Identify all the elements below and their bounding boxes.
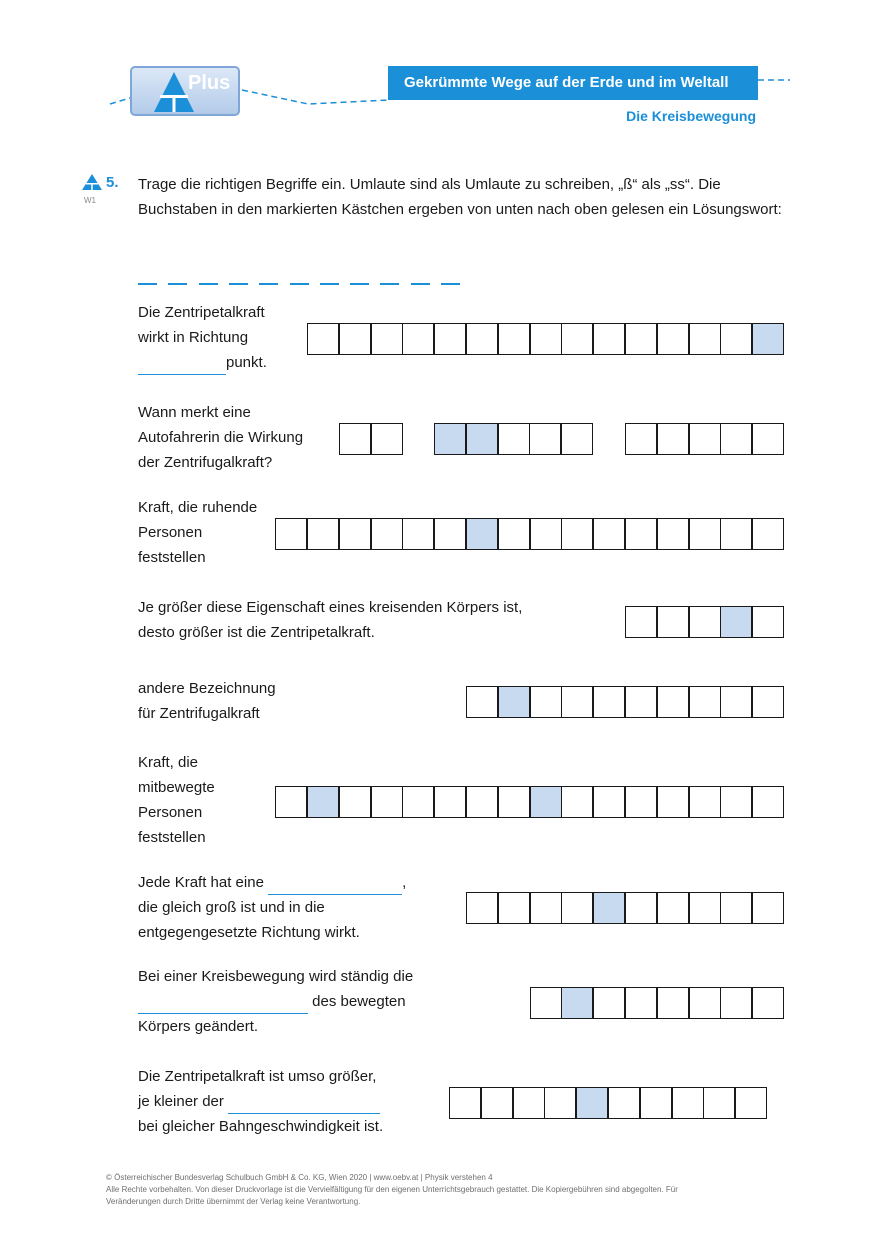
letter-box[interactable] — [689, 987, 721, 1019]
letter-box[interactable] — [625, 987, 657, 1019]
letter-box[interactable] — [402, 786, 434, 818]
letter-box[interactable] — [752, 606, 784, 638]
solution-letter-blank[interactable] — [350, 283, 369, 285]
letter-box[interactable] — [561, 686, 593, 718]
clue-2: Wann merkt eine Autofahrerin die Wirkung der Zentrifugalkraft? — [138, 404, 304, 471]
letter-box[interactable] — [720, 786, 752, 818]
letter-box[interactable] — [339, 786, 371, 818]
letter-box[interactable] — [625, 323, 657, 355]
letter-box[interactable] — [689, 606, 721, 638]
letter-box[interactable] — [371, 323, 403, 355]
letter-box[interactable] — [689, 323, 721, 355]
task-number: 5. — [106, 174, 119, 191]
letter-box[interactable] — [720, 892, 752, 924]
letter-box[interactable] — [498, 518, 530, 550]
letter-box[interactable] — [720, 518, 752, 550]
letter-box[interactable] — [307, 323, 339, 355]
letter-box[interactable] — [434, 323, 466, 355]
marked-letter-box[interactable] — [307, 786, 339, 818]
letter-box[interactable] — [561, 786, 593, 818]
solution-letter-blank[interactable] — [199, 283, 218, 285]
letter-box[interactable] — [640, 1087, 672, 1119]
letter-box[interactable] — [561, 518, 593, 550]
clue-9: Die Zentripetalkraft ist umso größer, je kleiner der bei gleicher Bahngeschwindigkeit ist. — [138, 1068, 384, 1135]
letter-box[interactable] — [672, 1087, 704, 1119]
letter-box[interactable] — [339, 423, 371, 455]
letter-box[interactable] — [530, 987, 562, 1019]
letter-box[interactable] — [561, 423, 593, 455]
letter-box[interactable] — [625, 892, 657, 924]
letter-box[interactable] — [720, 423, 752, 455]
letter-box[interactable] — [752, 686, 784, 718]
solution-letter-blank[interactable] — [259, 283, 278, 285]
letter-box[interactable] — [703, 1087, 735, 1119]
letter-box[interactable] — [544, 1087, 576, 1119]
letter-box[interactable] — [720, 686, 752, 718]
letter-box[interactable] — [593, 987, 625, 1019]
letter-box[interactable] — [657, 892, 689, 924]
letter-box[interactable] — [434, 518, 466, 550]
letter-box[interactable] — [689, 686, 721, 718]
marked-letter-box[interactable] — [466, 518, 498, 550]
level-triangle-icon — [82, 174, 102, 190]
letter-box[interactable] — [561, 892, 593, 924]
letter-box[interactable] — [513, 1087, 545, 1119]
letter-box[interactable] — [498, 892, 530, 924]
marked-letter-box[interactable] — [720, 606, 752, 638]
letter-box[interactable] — [720, 323, 752, 355]
clue-5: andere Bezeichnung für Zentrifugalkraft — [138, 680, 276, 722]
solution-letter-blank[interactable] — [290, 283, 309, 285]
clue-8: Bei einer Kreisbewegung wird ständig die des bewegten Körpers geändert. — [138, 968, 414, 1035]
letter-box[interactable] — [498, 323, 530, 355]
letter-box[interactable] — [498, 786, 530, 818]
clue-7: Jede Kraft hat eine , die gleich groß ist und in die entgegengesetzte Richtung wirkt. — [138, 874, 407, 941]
letter-box[interactable] — [466, 892, 498, 924]
letter-box[interactable] — [275, 518, 307, 550]
letter-box[interactable] — [593, 686, 625, 718]
marked-letter-box[interactable] — [530, 786, 562, 818]
answer-blank[interactable] — [268, 874, 402, 895]
logo-text: Plus — [188, 72, 231, 94]
letter-box[interactable] — [530, 323, 562, 355]
letter-box[interactable] — [481, 1087, 513, 1119]
answer-blank[interactable] — [228, 1093, 380, 1114]
letter-box[interactable] — [689, 892, 721, 924]
letter-box[interactable] — [402, 518, 434, 550]
letter-box[interactable] — [402, 323, 434, 355]
solution-letter-blank[interactable] — [320, 283, 339, 285]
marked-letter-box[interactable] — [752, 323, 784, 355]
solution-letter-blank[interactable] — [441, 283, 460, 285]
letter-box[interactable] — [625, 786, 657, 818]
letter-box[interactable] — [371, 786, 403, 818]
solution-letter-blank[interactable] — [138, 283, 157, 285]
letter-box[interactable] — [752, 518, 784, 550]
clue-4: Je größer diese Eigenschaft eines kreisenden Körpers ist, desto größer ist die Zentripetalkraft. — [138, 599, 523, 641]
clue-1: Die Zentripetalkraft wirkt in Richtung punkt. — [138, 300, 267, 375]
marked-letter-box[interactable] — [593, 892, 625, 924]
letter-box[interactable] — [530, 686, 562, 718]
letter-box[interactable] — [657, 423, 689, 455]
letter-box[interactable] — [434, 786, 466, 818]
letter-box[interactable] — [339, 518, 371, 550]
letter-box[interactable] — [752, 786, 784, 818]
marked-letter-box[interactable] — [466, 423, 498, 455]
marked-letter-box[interactable] — [561, 987, 593, 1019]
letter-box[interactable] — [625, 686, 657, 718]
letter-box[interactable] — [530, 518, 562, 550]
letter-box[interactable] — [561, 323, 593, 355]
letter-box[interactable] — [466, 686, 498, 718]
letter-box[interactable] — [735, 1087, 767, 1119]
solution-letter-blank[interactable] — [229, 283, 248, 285]
letter-box[interactable] — [625, 606, 657, 638]
letter-box[interactable] — [657, 606, 689, 638]
letter-box[interactable] — [625, 423, 657, 455]
letter-box[interactable] — [307, 518, 339, 550]
clue-6: Kraft, die mitbewegte Personen feststellen — [138, 754, 215, 846]
letter-box[interactable] — [593, 786, 625, 818]
letter-box[interactable] — [498, 423, 530, 455]
letter-box[interactable] — [689, 423, 721, 455]
letter-box[interactable] — [752, 987, 784, 1019]
letter-box[interactable] — [466, 323, 498, 355]
letter-box[interactable] — [608, 1087, 640, 1119]
letter-box[interactable] — [720, 987, 752, 1019]
letter-box[interactable] — [657, 786, 689, 818]
task-instruction: Trage die richtigen Begriffe ein. Umlaute sind als Umlaute zu schreiben, „ß“ als „ss“. Die Buchstaben in den markierten Kästchen ergeben von unten nach oben gelesen ein Lösungswort: — [138, 176, 782, 218]
solution-letter-blank[interactable] — [168, 283, 187, 285]
solution-letter-blank[interactable] — [380, 283, 399, 285]
letter-box[interactable] — [593, 518, 625, 550]
letter-box[interactable] — [275, 786, 307, 818]
letter-box[interactable] — [657, 987, 689, 1019]
marked-letter-box[interactable] — [434, 423, 466, 455]
letter-box[interactable] — [529, 423, 561, 455]
letter-box[interactable] — [339, 323, 371, 355]
letter-box[interactable] — [689, 786, 721, 818]
level-label: W1 — [84, 196, 96, 205]
clue-3: Kraft, die ruhende Personen feststellen — [138, 499, 258, 566]
letter-box[interactable] — [593, 323, 625, 355]
letter-box[interactable] — [371, 423, 403, 455]
copyright-footer: © Österreichischer Bundesverlag Schulbuch GmbH & Co. KG, Wien 2020 | www.oebv.at | Physik verstehen 4 Alle Rechte vorbehalten. Von dieser Druckvorlage ist die Vervielfältigung für den eigenen Unterrichtsgebrauch gestattet. Die Kopiergebühren sind abgegolten. Für Veränderungen durch Dritte übernimmt der Verlag keine Verantwortung. — [106, 1173, 678, 1206]
solution-letter-blank[interactable] — [411, 283, 430, 285]
letter-box[interactable] — [625, 518, 657, 550]
letter-box[interactable] — [752, 892, 784, 924]
letter-box[interactable] — [466, 786, 498, 818]
letter-box[interactable] — [657, 323, 689, 355]
letter-box[interactable] — [530, 892, 562, 924]
letter-box[interactable] — [657, 518, 689, 550]
section-subtitle: Die Kreisbewegung — [626, 108, 756, 124]
letter-box[interactable] — [449, 1087, 481, 1119]
marked-letter-box[interactable] — [498, 686, 530, 718]
letter-box[interactable] — [371, 518, 403, 550]
marked-letter-box[interactable] — [576, 1087, 608, 1119]
letter-box[interactable] — [752, 423, 784, 455]
chapter-banner: Gekrümmte Wege auf der Erde und im Weltall — [388, 66, 758, 100]
answer-blank[interactable] — [138, 993, 308, 1014]
letter-box[interactable] — [689, 518, 721, 550]
answer-blank[interactable] — [138, 354, 226, 375]
letter-box[interactable] — [657, 686, 689, 718]
